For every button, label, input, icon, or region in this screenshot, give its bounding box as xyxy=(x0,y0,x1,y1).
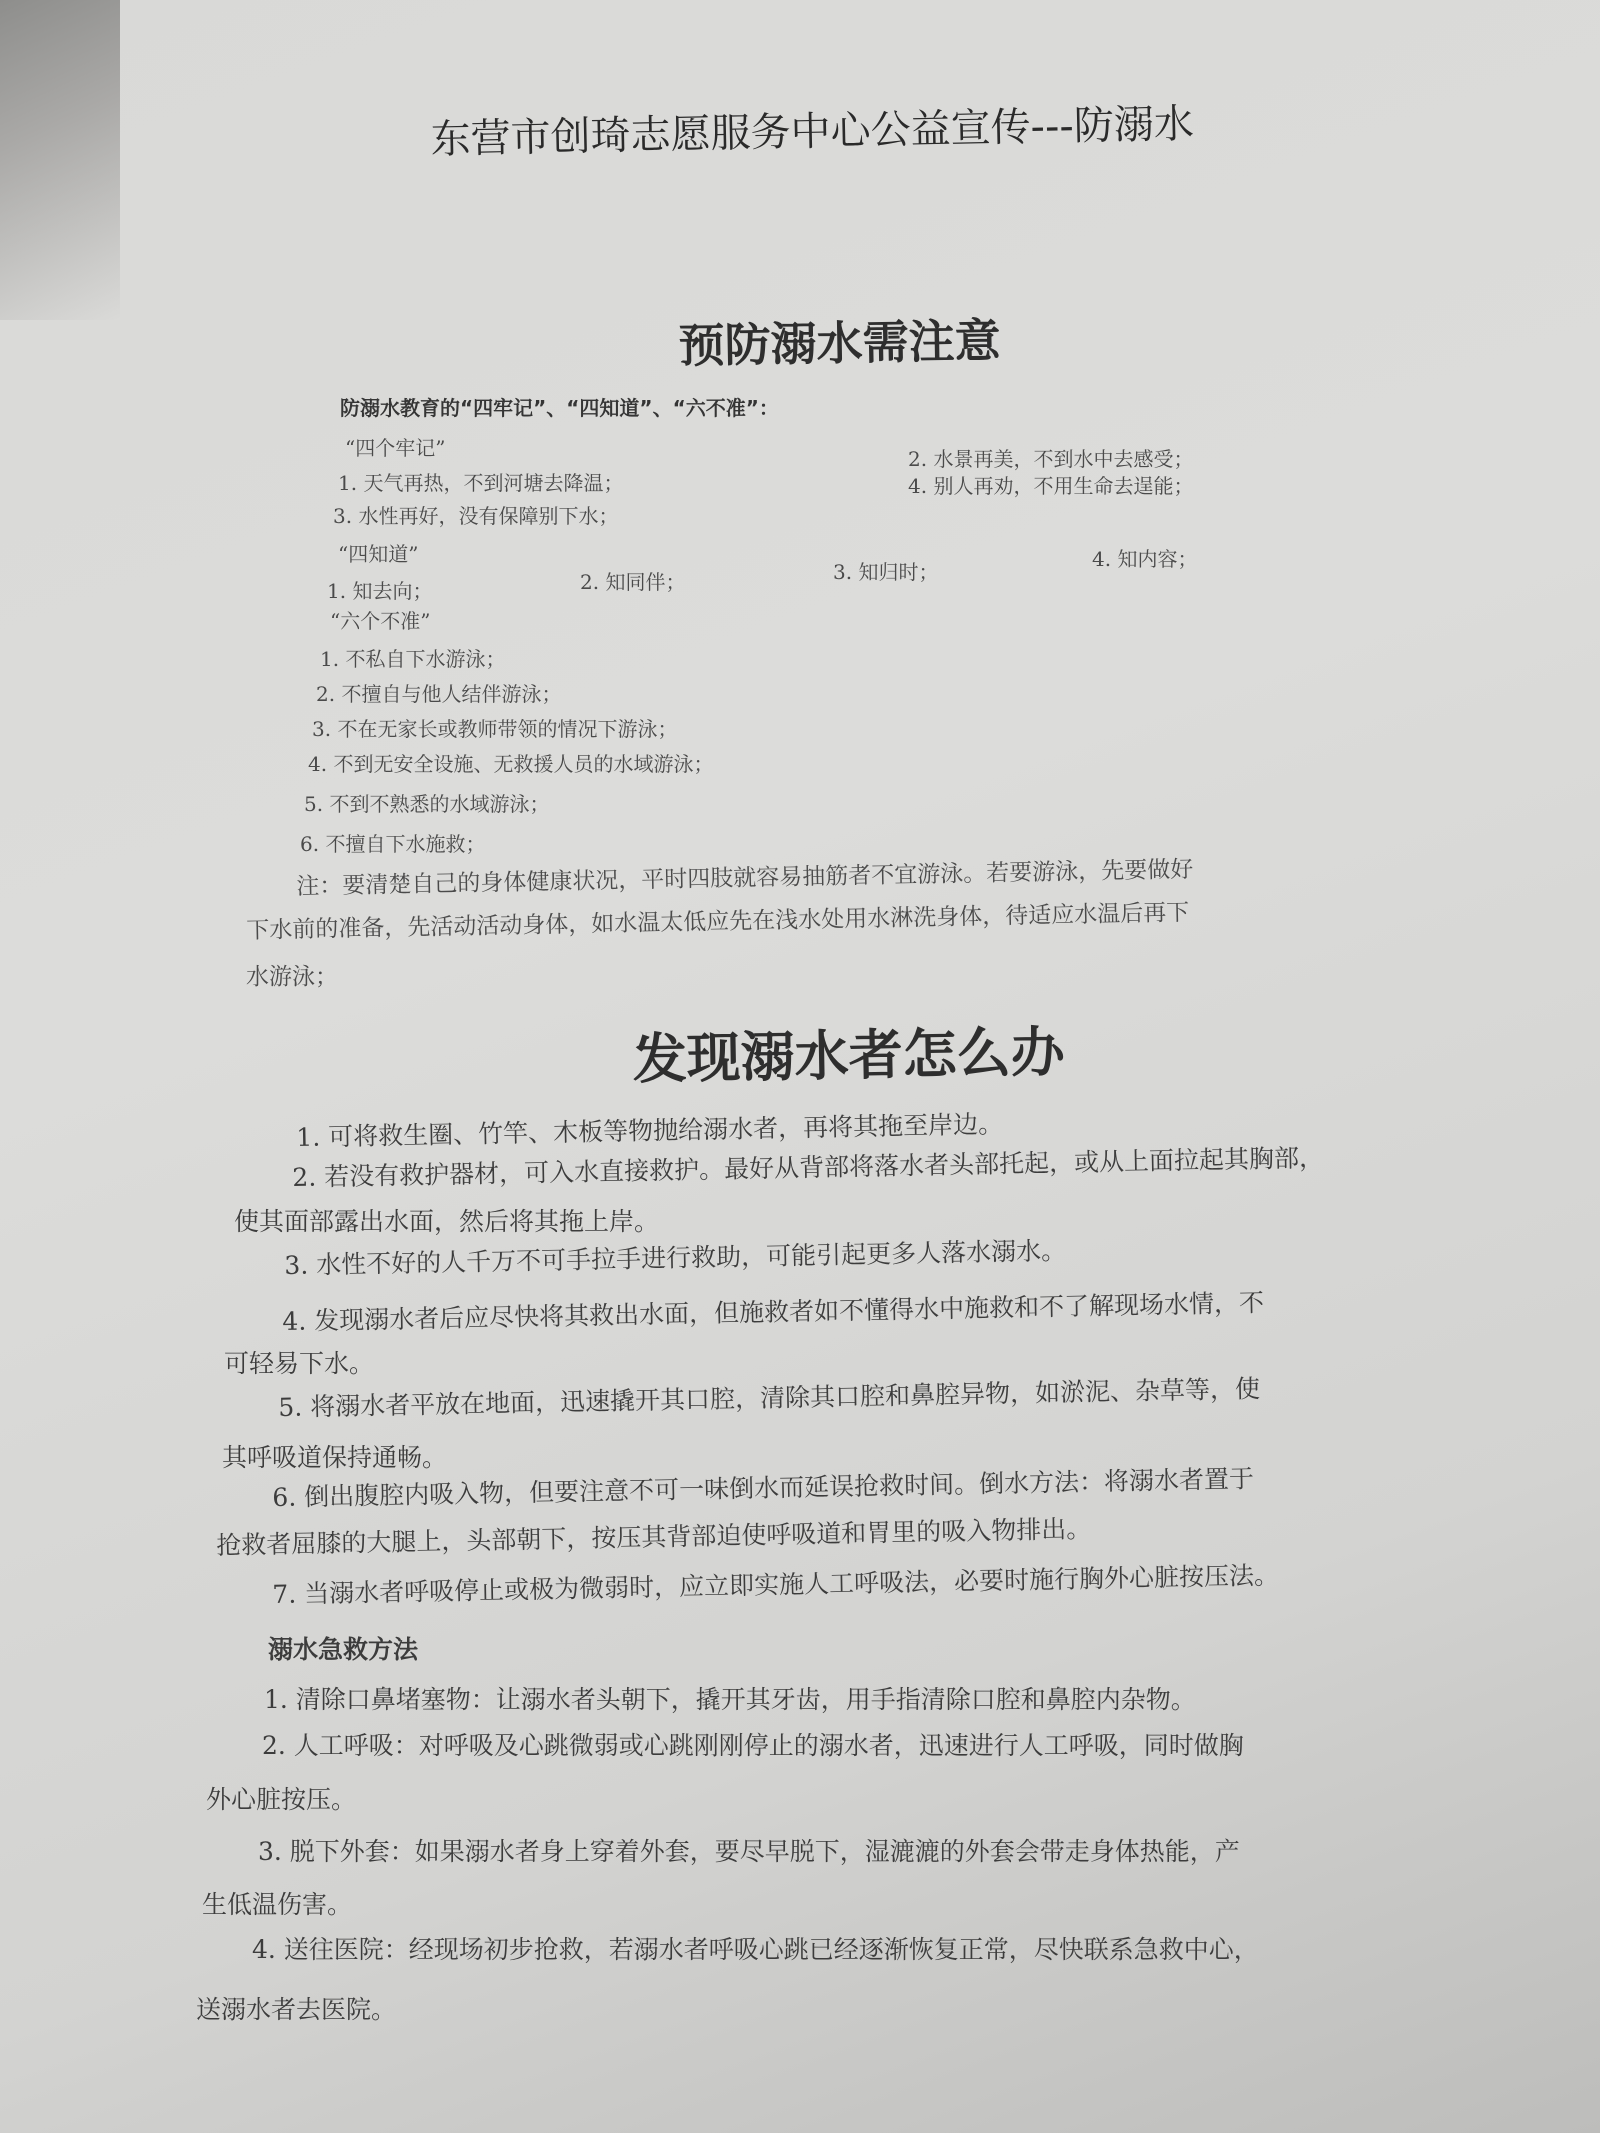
know-item: 4. 知内容； xyxy=(1092,547,1198,571)
rescue-line: 6. 倒出腹腔内吸入物，但要注意不可一味倒水而延误抢救时间。倒水方法：将溺水者置于 xyxy=(272,1464,1255,1512)
know-item: 1. 知去向； xyxy=(327,579,433,603)
first-aid-line: 1. 清除口鼻堵塞物：让溺水者头朝下，撬开其牙齿，用手指清除口腔和鼻腔内杂物。 xyxy=(264,1685,1196,1714)
forbid-item: 3. 不在无家长或教师带领的情况下游泳； xyxy=(312,717,678,741)
rescue-line: 其呼吸道保持通畅。 xyxy=(222,1443,448,1472)
note-line: 注：要清楚自己的身体健康状况，平时四肢就容易抽筋者不宜游泳。若要游泳，先要做好 xyxy=(296,856,1194,900)
section-heading-first-aid: 溺水急救方法 xyxy=(268,1635,419,1664)
remember-label: “四个牢记” xyxy=(345,436,446,460)
first-aid-line: 外心脏按压。 xyxy=(206,1785,357,1814)
know-item: 2. 知同伴； xyxy=(580,570,686,594)
rescue-line: 使其面部露出水面，然后将其拖上岸。 xyxy=(234,1207,660,1236)
first-aid-line: 2. 人工呼吸：对呼吸及心跳微弱或心跳刚刚停止的溺水者，迅速进行人工呼吸，同时做胸 xyxy=(262,1731,1244,1760)
remember-item: 4. 别人再劝，不用生命去逞能； xyxy=(908,474,1194,498)
note-line: 下水前的准备，先活动活动身体，如水温太低应先在浅水处用水淋洗身体，待适应水温后再下 xyxy=(246,899,1190,944)
note-line: 水游泳； xyxy=(246,964,338,990)
remember-item: 1. 天气再热，不到河塘去降温； xyxy=(338,471,624,495)
section-heading-rescue: 发现溺水者怎么办 xyxy=(632,1019,1066,1091)
rescue-line: 2. 若没有救护器材，可入水直接救护。最好从背部将落水者头部托起，或从上面拉起其胸部， xyxy=(292,1143,1325,1192)
rescue-line: 可轻易下水。 xyxy=(224,1349,375,1378)
rescue-line: 5. 将溺水者平放在地面，迅速撬开其口腔，清除其口腔和鼻腔异物，如淤泥、杂草等，使 xyxy=(278,1374,1261,1422)
rescue-line: 7. 当溺水者呼吸停止或极为微弱时，应立即实施人工呼吸法，必要时施行胸外心脏按压法。 xyxy=(272,1560,1280,1609)
forbid-item: 1. 不私自下水游泳； xyxy=(320,647,506,671)
first-aid-line: 送溺水者去医院。 xyxy=(196,1995,397,2024)
forbid-item: 6. 不擅自下水施救； xyxy=(300,832,486,856)
forbid-label: “六个不准” xyxy=(330,609,431,633)
document-title: 东营市创琦志愿服务中心公益宣传---防溺水 xyxy=(430,101,1195,163)
rescue-line: 3. 水性不好的人千万不可手拉手进行救助，可能引起更多人落水溺水。 xyxy=(284,1235,1067,1280)
rescue-line: 1. 可将救生圈、竹竿、木板等物抛给溺水者，再将其拖至岸边。 xyxy=(296,1109,1004,1152)
forbid-item: 4. 不到无安全设施、无救援人员的水域游泳； xyxy=(308,752,714,776)
section-heading-prevention: 预防溺水需注意 xyxy=(678,313,1002,373)
forbid-item: 2. 不擅自与他人结伴游泳； xyxy=(316,682,562,706)
know-label: “四知道” xyxy=(338,542,419,566)
know-item: 3. 知归时； xyxy=(833,560,939,584)
first-aid-line: 3. 脱下外套：如果溺水者身上穿着外套，要尽早脱下，湿漉漉的外套会带走身体热能，产 xyxy=(258,1837,1240,1866)
rescue-line: 4. 发现溺水者后应尽快将其救出水面，但施救者如不懂得水中施救和不了解现场水情，不 xyxy=(282,1288,1265,1336)
rescue-line: 抢救者屈膝的大腿上，头部朝下，按压其背部迫使呼吸道和胃里的吸入物排出。 xyxy=(216,1514,1092,1560)
intro-text: 防溺水教育的“四牢记”、“四知道”、“六不准”： xyxy=(340,396,779,420)
remember-item: 3. 水性再好，没有保障别下水； xyxy=(333,504,619,528)
page-shadow xyxy=(0,0,120,320)
remember-item: 2. 水景再美，不到水中去感受； xyxy=(908,447,1194,471)
first-aid-line: 4. 送往医院：经现场初步抢救，若溺水者呼吸心跳已经逐渐恢复正常，尽快联系急救中心， xyxy=(252,1935,1259,1964)
first-aid-line: 生低温伤害。 xyxy=(202,1890,353,1919)
forbid-item: 5. 不到不熟悉的水域游泳； xyxy=(304,792,550,816)
